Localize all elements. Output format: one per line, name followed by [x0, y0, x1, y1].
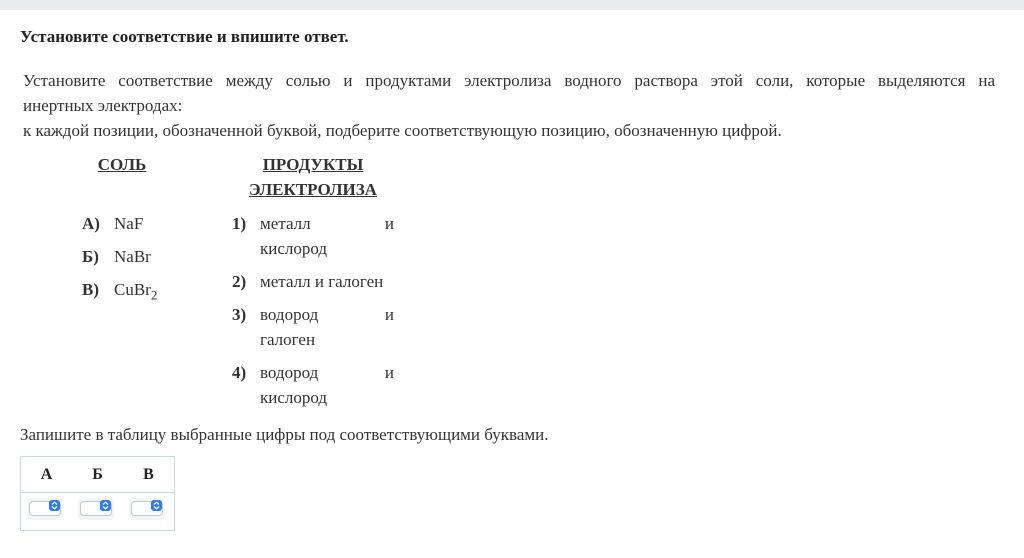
salt-formula: CuBr [114, 280, 151, 299]
product-mark: 2) [232, 272, 247, 291]
product-text-part: водород [260, 363, 319, 382]
task-prompt [23, 68, 995, 143]
product-text-line-2: галоген [260, 330, 316, 349]
answer-select-v[interactable] [129, 498, 165, 520]
products-header-line-1: ПРОДУКТЫ [262, 155, 364, 174]
product-text-part: и [384, 363, 394, 382]
product-mark: 4) [232, 363, 247, 382]
salt-mark: Б) [82, 247, 99, 266]
product-text-part: металл [260, 214, 311, 233]
product-text-part: и [384, 305, 394, 324]
prompt-line-2: инертных электродах: [23, 96, 183, 115]
answer-column-v: В [143, 466, 154, 483]
answer-column-a: А [40, 466, 53, 483]
salt-item-v [82, 277, 157, 307]
salt-formula: NaF [114, 214, 144, 233]
answer-column-b: Б [92, 466, 103, 483]
salt-formula-subscript: 2 [150, 287, 158, 303]
prompt-line-3: к каждой позиции, обозначенной буквой, подберите соответствующую позицию, обозначенную цифрой. [23, 121, 782, 140]
products-column-header [236, 152, 390, 202]
salt-column-header: СОЛЬ [97, 155, 147, 174]
products-header-line-2: ЭЛЕКТРОЛИЗА [249, 180, 377, 199]
product-text-line-2: кислород [260, 239, 328, 258]
salt-formula: NaBr [114, 247, 151, 266]
product-text-line-2: кислород [260, 388, 328, 407]
salt-mark: А) [82, 214, 100, 233]
answer-select-a[interactable] [27, 498, 63, 520]
prompt-line-1: Установите соответствие между солью и продуктами электролиза водного раствора этой соли, которые выделяются на [23, 71, 995, 90]
answer-table-header [21, 457, 174, 493]
product-mark: 1) [232, 214, 247, 233]
chevron-up-down-icon[interactable] [151, 500, 162, 511]
top-bar [0, 0, 1024, 10]
product-text-part: и [384, 214, 394, 233]
salt-item-b [82, 244, 151, 269]
salt-item-a [82, 211, 143, 236]
task-heading: Установите соответствие и впишите ответ. [20, 27, 349, 46]
chevron-up-down-icon[interactable] [100, 500, 111, 511]
product-text-line-1: металл и галоген [260, 272, 384, 291]
chevron-up-down-icon[interactable] [49, 500, 60, 511]
salt-mark: В) [82, 280, 99, 299]
answer-instruction: Запишите в таблицу выбранные цифры под соответствующими буквами. [20, 425, 549, 444]
product-text-part: водород [260, 305, 319, 324]
product-mark: 3) [232, 305, 247, 324]
answer-select-b[interactable] [78, 498, 114, 520]
